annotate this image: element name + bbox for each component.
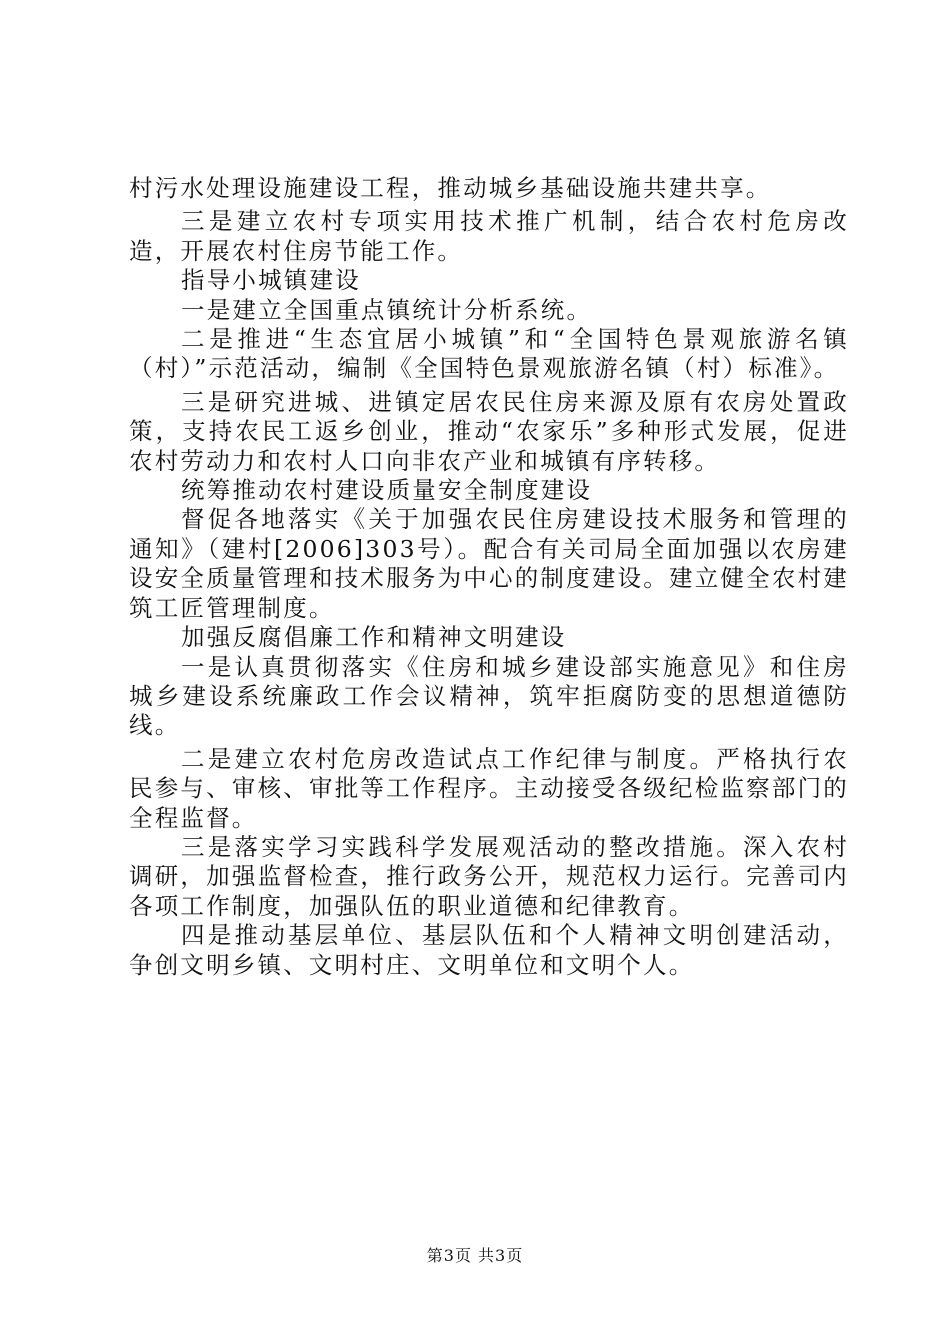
paragraph-12: 三是落实学习实践科学发展观活动的整改措施。深入农村调研，加强监督检查，推行政务公开，规范权力运行。完善司内各项工作制度，加强队伍的职业道德和纪律教育。 [129, 832, 849, 920]
paragraph-2: 三是建立农村专项实用技术推广机制，结合农村危房改造，开展农村住房节能工作。 [129, 207, 849, 265]
page-footer [0, 1243, 950, 1266]
page-number-label: 第3页 共3页 [426, 1246, 524, 1265]
section-heading-anti-corruption: 加强反腐倡廉工作和精神文明建设 [181, 623, 567, 652]
paragraph-10: 一是认真贯彻落实《住房和城乡建设部实施意见》和住房城乡建设系统廉政工作会议精神，筑牢拒腐防变的思想道德防线。 [129, 652, 849, 740]
section-heading-small-towns: 指导小城镇建设 [181, 266, 361, 295]
section-heading-quality-safety: 统筹推动农村建设质量安全制度建设 [181, 476, 593, 505]
paragraph-13: 四是推动基层单位、基层队伍和个人精神文明创建活动，争创文明乡镇、文明村庄、文明单位和文明个人。 [129, 921, 849, 979]
paragraph-5: 二是推进“生态宜居小城镇”和“全国特色景观旅游名镇（村）”示范活动，编制《全国特色景观旅游名镇（村）标准》。 [129, 325, 849, 383]
paragraph-6: 三是研究进城、进镇定居农民住房来源及原有农房处置政策，支持农民工返乡创业，推动“农家乐”多种形式发展，促进农村劳动力和农村人口向非农产业和城镇有序转移。 [129, 387, 849, 475]
paragraph-11: 二是建立农村危房改造试点工作纪律与制度。严格执行农民参与、审核、审批等工作程序。主动接受各级纪检监察部门的全程监督。 [129, 744, 849, 832]
document-body [129, 174, 849, 980]
paragraph-4: 一是建立全国重点镇统计分析系统。 [181, 295, 593, 324]
paragraph-8: 督促各地落实《关于加强农民住房建设技术服务和管理的通知》（建村[2006]303号）。配合有关司局全面加强以农房建设安全质量管理和技术服务为中心的制度建设。建立健全农村建筑工匠管理制度。 [129, 505, 849, 622]
paragraph-1: 村污水处理设施建设工程，推动城乡基础设施共建共享。 [129, 174, 772, 202]
